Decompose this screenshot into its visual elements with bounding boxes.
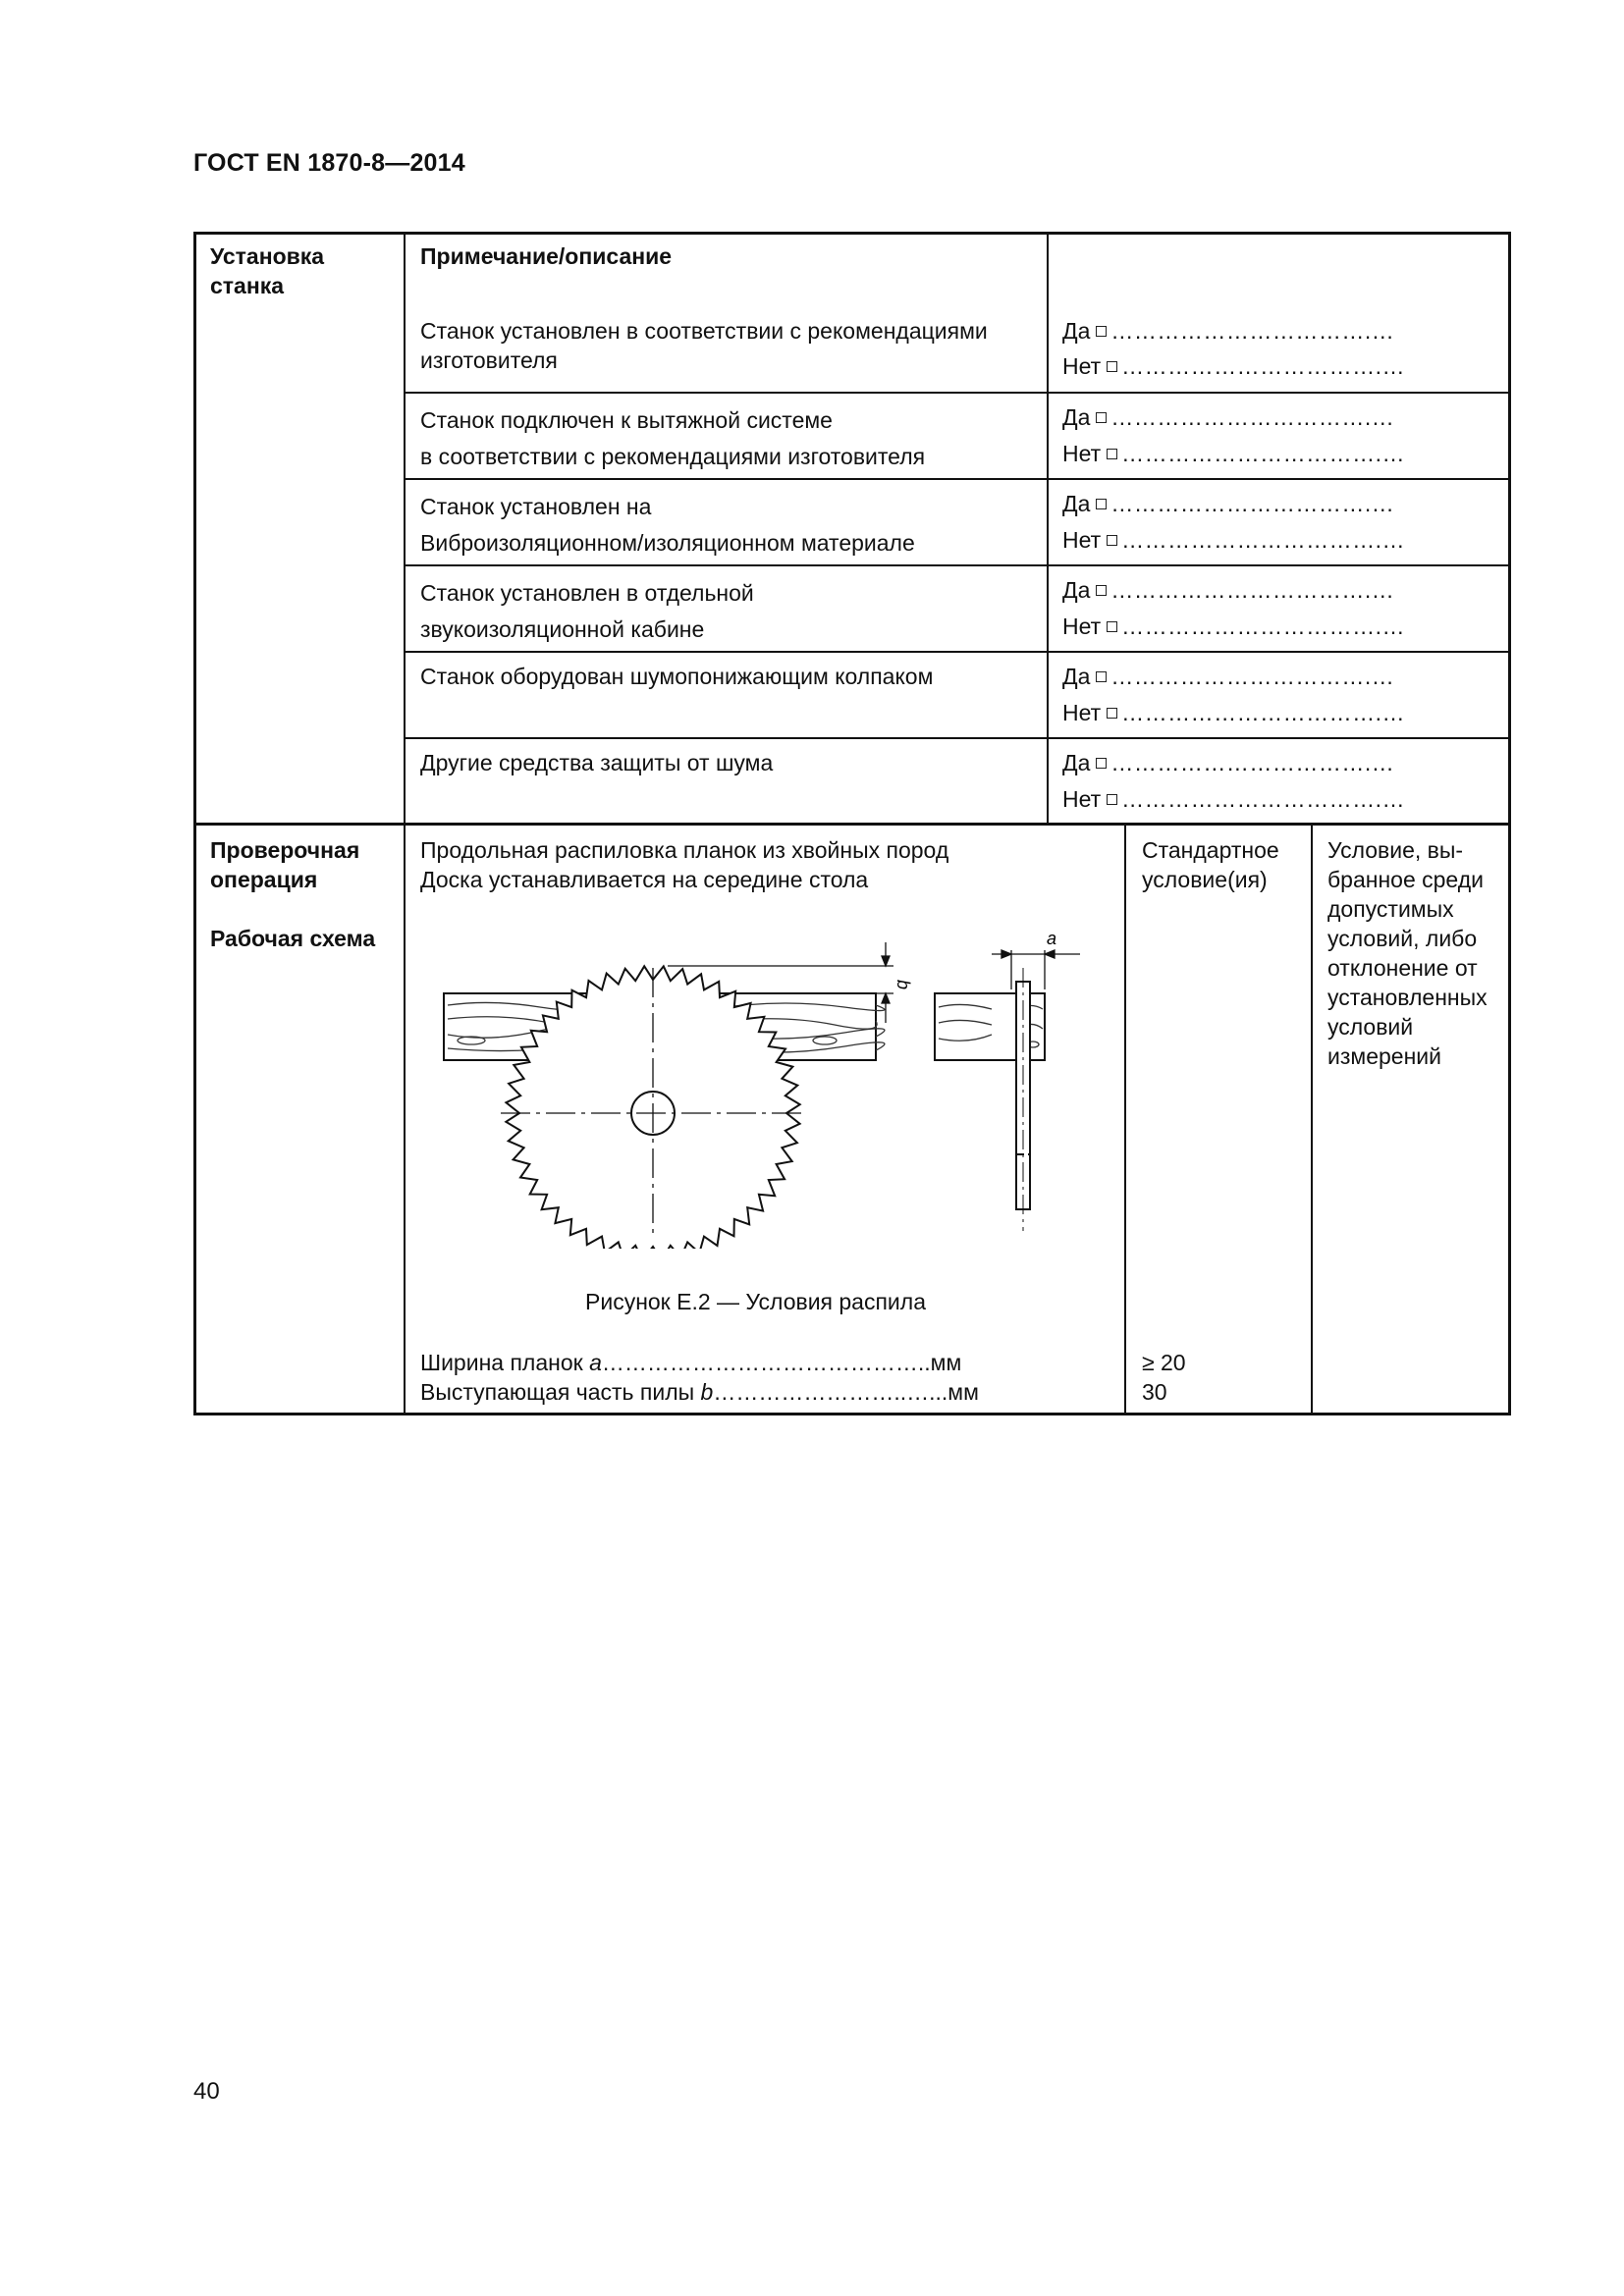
table-divider: [1047, 232, 1049, 825]
install-item-5: Станок оборудован шумопонижающим колпаком: [420, 664, 934, 689]
answer-no-2[interactable]: Нет …………………………….…: [1062, 441, 1406, 466]
checkbox-yes-3[interactable]: [1096, 499, 1107, 509]
dimension-b-label: b: [893, 980, 913, 990]
checkbox-yes-2[interactable]: [1096, 412, 1107, 423]
side-view-blade-icon: [1016, 968, 1030, 1231]
checkbox-no-5[interactable]: [1107, 708, 1117, 719]
table-divider: [1311, 825, 1313, 1415]
checkbox-yes-4[interactable]: [1096, 585, 1107, 596]
answer-no-1[interactable]: Нет …………………………….…: [1062, 353, 1406, 379]
section-install-label: Установка станка: [210, 243, 325, 298]
checkbox-yes-1[interactable]: [1096, 326, 1107, 337]
answer-yes-1[interactable]: Да …………………………….…: [1062, 318, 1395, 344]
table-divider: [404, 737, 1511, 739]
answer-yes-2[interactable]: Да …………………………….…: [1062, 404, 1395, 430]
checkbox-no-4[interactable]: [1107, 621, 1117, 632]
checkbox-no-1[interactable]: [1107, 361, 1117, 372]
selected-condition-heading: Условие, вы- бранное среди допустимых условий, либо отклонение от установленных условий измерений: [1327, 837, 1488, 1069]
figure-caption: Рисунок Е.2 — Условия распила: [585, 1289, 926, 1314]
standard-condition-heading: Стандартное условие(ия): [1142, 837, 1279, 892]
install-item-3: Станок установлен на Виброизоляционном/изоляционном материале: [420, 494, 915, 556]
install-item-4: Станок установлен в отдельной звукоизоляционной кабине: [420, 580, 754, 642]
notes-heading: Примечание/описание: [420, 243, 673, 269]
answer-yes-6[interactable]: Да …………………………….…: [1062, 750, 1395, 775]
table-divider: [193, 823, 1511, 826]
checkbox-yes-6[interactable]: [1096, 758, 1107, 769]
dimension-a: [992, 950, 1080, 989]
checkbox-no-2[interactable]: [1107, 449, 1117, 459]
answer-yes-3[interactable]: Да …………………………….…: [1062, 491, 1395, 516]
table-divider: [404, 478, 1511, 480]
answer-yes-5[interactable]: Да …………………………….…: [1062, 664, 1395, 689]
section-check-label: Проверочная операция: [210, 837, 360, 892]
answer-no-4[interactable]: Нет …………………………….…: [1062, 614, 1406, 639]
answer-yes-4[interactable]: Да …………………………….…: [1062, 577, 1395, 603]
document-code: ГОСТ EN 1870-8—2014: [193, 149, 465, 177]
standard-value-protrusion: 30: [1142, 1379, 1167, 1405]
answer-no-6[interactable]: Нет …………………………….…: [1062, 786, 1406, 812]
dimension-a-label: a: [1047, 929, 1057, 948]
operation-description: Продольная распиловка планок из хвойных пород Доска устанавливается на середине стола: [420, 837, 949, 892]
table-divider: [404, 392, 1511, 394]
answer-no-3[interactable]: Нет …………………………….…: [1062, 527, 1406, 553]
install-item-2: Станок подключен к вытяжной системе в соответствии с рекомендациями изготовителя: [420, 407, 926, 469]
install-item-6: Другие средства защиты от шума: [420, 750, 774, 775]
install-item-1: Станок установлен в соответствии с рекомендациями изготовителя: [420, 318, 988, 373]
param-width: Ширина планок a……………………………………..мм: [420, 1350, 962, 1375]
standard-value-width: ≥ 20: [1142, 1350, 1186, 1375]
table-divider: [404, 651, 1511, 653]
scheme-label: Рабочая схема: [210, 926, 376, 951]
saw-cutting-diagram: [432, 925, 1100, 1249]
page-number: 40: [193, 2078, 220, 2105]
checkbox-no-3[interactable]: [1107, 535, 1117, 546]
table-divider: [404, 564, 1511, 566]
checkbox-no-6[interactable]: [1107, 794, 1117, 805]
checkbox-yes-5[interactable]: [1096, 671, 1107, 682]
answer-no-5[interactable]: Нет …………………………….…: [1062, 700, 1406, 725]
param-protrusion: Выступающая часть пилы b……………………..…...мм: [420, 1379, 979, 1405]
table-divider: [1124, 825, 1126, 1415]
